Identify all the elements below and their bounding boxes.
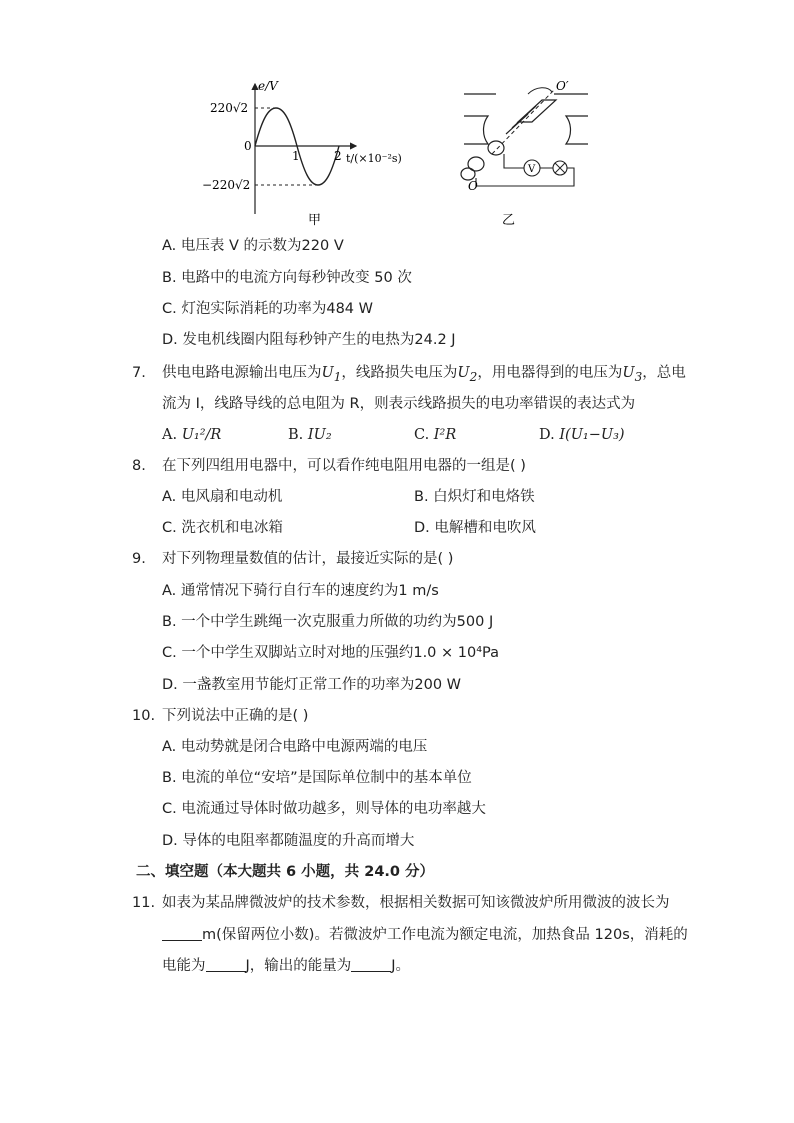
answer-blank-wavelength[interactable] — [162, 926, 202, 941]
slip-ring — [488, 141, 504, 155]
q10-option-c-text: 电流通过导体时做功越多，则导体的电功率越大 — [181, 801, 486, 817]
q7-stem-part4: ，总电 — [642, 365, 686, 381]
q6-option-d-letter: D. — [162, 332, 178, 348]
q6-option-c — [162, 299, 373, 319]
q6-option-b-text: 电路中的电流方向每秒钟改变 50 次 — [181, 270, 412, 286]
q10-option-a — [162, 737, 427, 757]
q6-option-b-letter: B. — [162, 270, 177, 286]
q7-option-b-letter: B. — [288, 427, 304, 443]
q7-option-c-text: I²R — [433, 427, 457, 443]
origin-label: 0 — [244, 139, 252, 153]
q10-option-b-letter: B. — [162, 770, 177, 786]
q9-option-d — [162, 675, 461, 695]
q11-line1: 如表为某品牌微波炉的技术参数，根据相关数据可知该微波炉所用微波的波长为 — [162, 895, 670, 911]
q6-option-a — [162, 236, 344, 256]
q9-option-b-text: 一个中学生跳绳一次克服重力所做的功约为500 J — [181, 614, 494, 630]
q9-stem: 对下列物理量数值的估计，最接近实际的是( ) — [162, 551, 454, 567]
q10-option-d-text: 导体的电阻率都随温度的升高而增大 — [182, 833, 415, 849]
q7-option-d-letter: D. — [539, 427, 555, 443]
q10-option-a-letter: A. — [162, 739, 177, 755]
q9-option-a-letter: A. — [162, 583, 177, 599]
q10-option-b-text: 电流的单位“安培”是国际单位制中的基本单位 — [181, 770, 472, 786]
rotation-arrow — [528, 88, 552, 94]
q9-number: 9. — [132, 551, 146, 567]
figure-yi-caption: 乙 — [502, 213, 516, 228]
q7-option-b — [288, 425, 332, 445]
q8-option-c-letter: C. — [162, 520, 177, 536]
q9-option-a — [162, 581, 439, 601]
x-tick-2: 2 — [334, 149, 342, 163]
q11-line3 — [162, 956, 410, 976]
q6-option-a-text: 电压表 V 的示数为220 V — [180, 238, 344, 254]
answer-blank-energy-output[interactable] — [351, 957, 391, 972]
q7-stem-part2: ，线路损失电压为 — [341, 365, 458, 381]
q8-option-d — [414, 518, 536, 538]
q10-number: 10. — [132, 708, 156, 724]
x-tick-1: 1 — [292, 149, 300, 163]
figure-yi-diagram — [456, 78, 596, 228]
label-o-prime: O′ — [556, 79, 569, 93]
q7-stem-part3: ，用电器得到的电压为 — [477, 365, 623, 381]
q7-option-a — [162, 425, 221, 445]
x-axis-label: t/(×10⁻²s) — [346, 152, 402, 165]
q10-option-d — [162, 831, 414, 851]
q10-stem: 下列说法中正确的是( ) — [162, 708, 309, 724]
q6-option-c-letter: C. — [162, 301, 177, 317]
q10-option-d-letter: D. — [162, 833, 178, 849]
q8-option-a-letter: A. — [162, 489, 177, 505]
q6-option-d-text: 发电机线圈内阻每秒钟产生的电热为24.2 J — [182, 332, 456, 348]
q6-option-d — [162, 330, 456, 350]
q8-option-a-text: 电风扇和电动机 — [180, 489, 283, 505]
q7-option-a-text: U₁²/R — [181, 427, 222, 443]
q7-number: 7. — [132, 365, 146, 381]
q9-option-b-letter: B. — [162, 614, 177, 630]
q9-option-c-letter: C. — [162, 645, 177, 661]
q9-option-c-text: 一个中学生双脚站立时对地的压强约1.0 × 10⁴Pa — [181, 645, 500, 661]
q9-option-c — [162, 643, 499, 663]
q8-option-b-text: 白炽灯和电烙铁 — [433, 489, 535, 505]
q10-option-b — [162, 768, 472, 788]
q11-number: 11. — [132, 895, 156, 911]
q7-stem-part1: 供电电路电源输出电压为 — [162, 365, 322, 381]
y-min-label: −220√2 — [202, 178, 251, 192]
q10-option-c-letter: C. — [162, 801, 177, 817]
q7-option-c — [414, 425, 456, 445]
var-u3: $U_3$ — [622, 365, 643, 384]
var-u1: $U_1$ — [321, 365, 342, 384]
section-2-title: 二、填空题（本大题共 6 小题，共 24.0 分） — [136, 864, 435, 880]
q9-option-d-letter: D. — [162, 677, 178, 693]
q6-option-c-text: 灯泡实际消耗的功率为484 W — [181, 301, 373, 317]
q8-option-d-letter: D. — [414, 520, 430, 536]
q11-line2-text: m(保留两位小数)。若微波炉工作电流为额定电流，加热食品 120s，消耗的 — [202, 927, 688, 943]
voltmeter-symbol: V — [528, 164, 536, 175]
q8-number: 8. — [132, 458, 146, 474]
q7-option-b-text: IU₂ — [307, 427, 332, 443]
q7-stem-line2: 流为 I，线路导线的总电阻为 R，则表示线路损失的电功率错误的表达式为 — [162, 396, 636, 412]
y-axis-label: e/V — [258, 79, 278, 93]
magnet-left — [464, 94, 496, 144]
coil-frame — [506, 100, 556, 134]
q7-option-a-letter: A. — [162, 427, 178, 443]
q9-option-b — [162, 612, 493, 632]
var-u2: $U_2$ — [457, 365, 478, 384]
answer-blank-energy-consumed[interactable] — [206, 957, 246, 972]
q6-option-a-letter: A. — [162, 238, 177, 254]
label-o: O — [468, 179, 478, 193]
q7-stem-line1 — [162, 363, 686, 387]
q8-stem: 在下列四组用电器中，可以看作纯电阻用电器的一组是( ) — [162, 458, 526, 474]
q9-option-a-text: 通常情况下骑行自行车的速度约为1 m/s — [180, 583, 439, 599]
q8-option-b-letter: B. — [414, 489, 429, 505]
q11-line2 — [162, 925, 688, 945]
q11-line3-part1: 电能为 — [162, 958, 206, 974]
q8-option-b — [414, 487, 535, 507]
q7-option-c-letter: C. — [414, 427, 430, 443]
y-max-label: 220√2 — [210, 101, 249, 115]
figure-jia-caption: 甲 — [308, 213, 322, 228]
magnet-right — [554, 94, 588, 144]
q11-line3-part2: J，输出的能量为 — [245, 958, 352, 974]
q7-option-d — [539, 425, 625, 445]
q8-option-c — [162, 518, 283, 538]
q7-option-d-text: I(U₁−U₃) — [559, 427, 625, 443]
q10-option-c — [162, 799, 486, 819]
q10-option-a-text: 电动势就是闭合电路中电源两端的电压 — [180, 739, 428, 755]
q11-line3-part3: J。 — [391, 958, 411, 974]
q8-option-d-text: 电解槽和电吹风 — [434, 520, 536, 536]
q8-option-c-text: 洗衣机和电冰箱 — [181, 520, 283, 536]
q8-option-a — [162, 487, 282, 507]
figure-jia-graph — [196, 78, 426, 228]
q9-option-d-text: 一盏教室用节能灯正常工作的功率为200 W — [182, 677, 462, 693]
q6-option-b — [162, 268, 412, 288]
